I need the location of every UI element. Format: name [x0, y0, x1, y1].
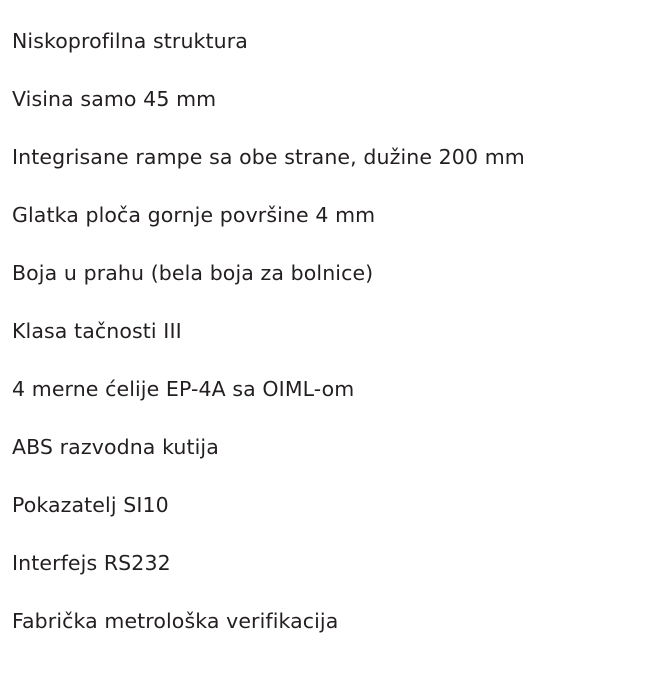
list-item-text: Fabrička metrološka verifikacija: [12, 608, 339, 633]
list-item-text: ABS razvodna kutija: [12, 434, 219, 459]
list-item: [0, 244, 646, 302]
list-item-text: 4 merne ćelije EP-4A sa OIML-om: [12, 376, 355, 401]
list-item-text: Integrisane rampe sa obe strane, dužine 200 mm: [12, 144, 525, 169]
list-item: [0, 534, 646, 592]
list-item-text: Niskoprofilna struktura: [12, 28, 248, 53]
list-item: [0, 592, 646, 650]
list-item-text: Boja u prahu (bela boja za bolnice): [12, 260, 374, 285]
list-item: [0, 70, 646, 128]
list-item-text: Glatka ploča gornje površine 4 mm: [12, 202, 376, 227]
list-item-text: Pokazatelj SI10: [12, 492, 169, 517]
list-item: [0, 418, 646, 476]
list-item: [0, 12, 646, 70]
list-item: [0, 476, 646, 534]
list-item: [0, 186, 646, 244]
specification-list: [0, 12, 646, 650]
list-item: [0, 302, 646, 360]
list-item-text: Klasa tačnosti III: [12, 318, 182, 343]
list-item: [0, 128, 646, 186]
list-item: [0, 360, 646, 418]
list-item-text: Visina samo 45 mm: [12, 86, 217, 111]
list-item-text: Interfejs RS232: [12, 550, 171, 575]
